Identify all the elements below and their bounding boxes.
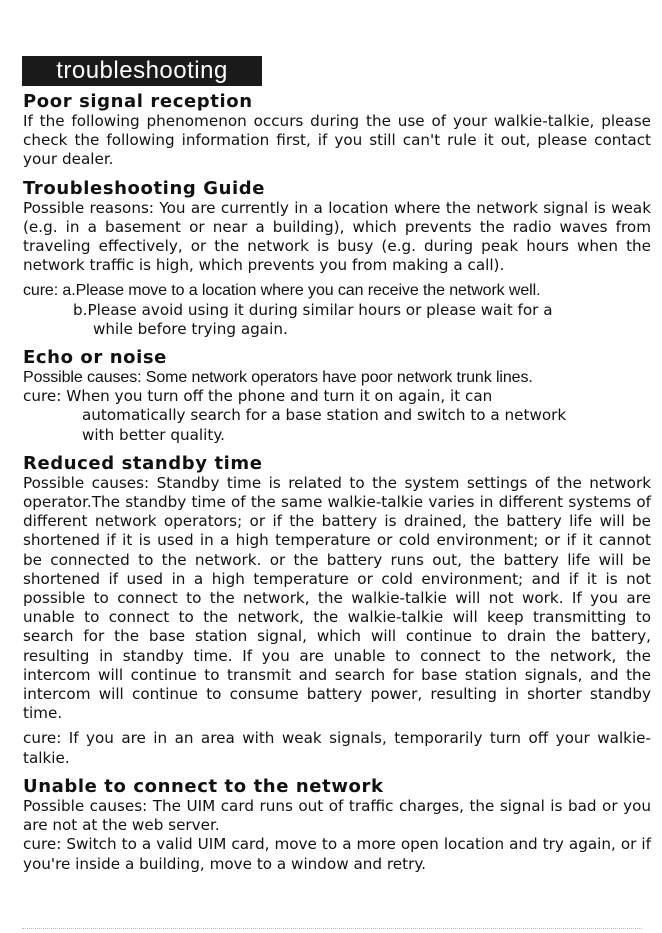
- unable-connect-heading: Unable to connect to the network: [23, 775, 384, 797]
- unable-connect-causes: Possible causes: The UIM card runs out of traffic charges, the signal is bad or you are not at the web server.: [23, 796, 651, 835]
- troubleshooting-guide-section: [23, 179, 651, 339]
- echo-causes: Possible causes: Some network operators have poor network trunk lines.: [23, 369, 533, 387]
- unable-connect-section: [23, 777, 651, 874]
- content-column: [23, 92, 651, 874]
- echo-cure-2: automatically search for a base station and switch to a network: [82, 406, 567, 425]
- echo-cure-3: with better quality.: [82, 425, 225, 444]
- poor-signal-heading: Poor signal reception: [23, 91, 253, 112]
- echo-cure-line: [23, 387, 651, 406]
- reduced-standby-causes: Possible causes: Standby time is related to the system settings of the network operator.The standby time of the same walkie-talkie varies in different systems of different network operators; or if the battery is drained, the battery life will be shortened if it is used in a high temperature or cold environment; or if it cannot be connected to the network. or the battery runs out, the battery life will be shortened if used in a high temperature or cold environment; and if it is not possible to connect to the network, the walkie-talkie will not work. If you are unable to connect to the network, the walkie-talkie will keep transmitting to search for the base station signal, which will continue to drain the battery, resulting in standby time. If you are unable to connect to the network, the intercom will continue to transmit and search for base station signals, and the intercom will continue to consume battery power, resulting in shorter standby time.: [23, 473, 651, 723]
- unable-connect-cure: cure: Switch to a valid UIM card, move to a more open location and try again, or if you're inside a building, move to a window and retry.: [23, 835, 651, 873]
- echo-noise-section: [23, 348, 651, 445]
- poor-signal-section: [23, 92, 651, 170]
- section-banner: troubleshooting: [22, 56, 262, 86]
- guide-cure-b: b.Please avoid using it during similar hours or please wait for a: [73, 300, 553, 319]
- guide-cure-a-line: [23, 281, 651, 300]
- guide-cure-b-cont: while before trying again.: [93, 319, 288, 338]
- guide-cure-a: a.Please move to a location where you can receive the network well.: [62, 282, 541, 300]
- troubleshooting-guide-heading: Troubleshooting Guide: [23, 177, 266, 199]
- reduced-standby-section: [23, 454, 651, 768]
- bottom-divider: [22, 928, 642, 929]
- echo-noise-heading: Echo or noise: [23, 347, 167, 369]
- poor-signal-text: If the following phenomenon occurs during the use of your walkie-talkie, please check the following information first, if you still can't rule it out, please contact your dealer.: [23, 112, 651, 169]
- echo-cure-1: When you turn off the phone and turn it on again, it can: [66, 387, 493, 406]
- guide-cure-label: cure:: [23, 282, 63, 300]
- reduced-standby-cure: cure: If you are in an area with weak signals, temporarily turn off your walkie-talkie.: [23, 729, 651, 767]
- echo-cure-label: cure:: [23, 387, 67, 406]
- reduced-standby-heading: Reduced standby time: [23, 452, 263, 474]
- troubleshooting-guide-text: Possible reasons: You are currently in a location where the network signal is weak (e.g. in a basement or near a building), which prevents the radio waves from traveling effectively, or the network is busy (e.g. during peak hours when the network traffic is high, which prevents you from making a call).: [23, 198, 651, 275]
